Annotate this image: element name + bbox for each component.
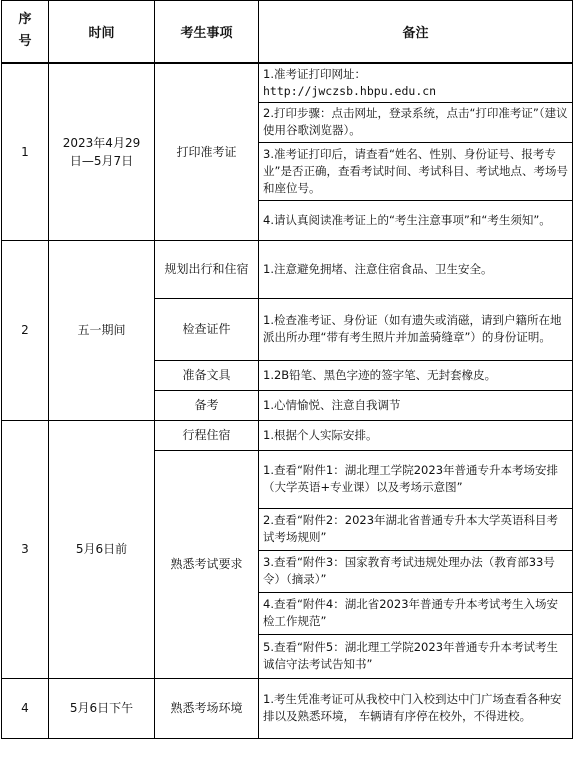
row-time: 五一期间 xyxy=(49,240,155,420)
note-cell: 1.准考证打印网址： http://jwczsb.hbpu.edu.cn xyxy=(259,63,573,103)
note-cell: 4.请认真阅读准考证上的“考生注意事项”和“考生须知”。 xyxy=(259,200,573,240)
note-cell: 1.检查准考证、身份证（如有遗失或消磁，请到户籍所在地派出所办理“带有考生照片并加盖骑缝章”）的身份证明。 xyxy=(259,298,573,360)
print-url-link[interactable]: http://jwczsb.hbpu.edu.cn xyxy=(263,83,437,98)
table-row xyxy=(2,240,573,298)
row-time: 2023年4月29 日—5月7日 xyxy=(49,63,155,241)
note-cell: 5.查看“附件5：湖北理工学院2023年普通专升本考试考生诚信守法考试告知书” xyxy=(259,634,573,678)
note-cell: 1.考生凭准考证可从我校中门入校到达中门广场查看各种安排以及熟悉环境， 车辆请有序停在校外，不得进校。 xyxy=(259,678,573,738)
note-cell: 4.查看“附件4：湖北省2023年普通专升本考试考生入场安检工作规范” xyxy=(259,592,573,634)
row-item: 规划出行和住宿 xyxy=(155,240,259,298)
row-item: 准备文具 xyxy=(155,360,259,390)
row-seq: 1 xyxy=(2,63,49,241)
row-time: 5月6日下午 xyxy=(49,678,155,738)
row-item: 熟悉考试要求 xyxy=(155,450,259,678)
row-seq: 4 xyxy=(2,678,49,738)
exam-schedule-table xyxy=(1,0,573,739)
header-time: 时间 xyxy=(49,1,155,63)
row-item: 熟悉考场环境 xyxy=(155,678,259,738)
header-seq: 序 号 xyxy=(2,1,49,63)
row-item: 打印准考证 xyxy=(155,63,259,241)
note-cell: 2.查看“附件2：2023年湖北省普通专升本大学英语科目考试考场规则” xyxy=(259,508,573,550)
note-cell: 1.查看“附件1：湖北理工学院2023年普通专升本考场安排（大学英语+专业课）以及考场示意图” xyxy=(259,450,573,508)
header-row xyxy=(2,1,573,63)
row-item: 行程住宿 xyxy=(155,420,259,450)
note-cell: 1.心情愉悦、注意自我调节 xyxy=(259,390,573,420)
table-row xyxy=(2,420,573,450)
note-cell: 3.准考证打印后，请查看“姓名、性别、身份证号、报考专业”是否正确，查看考试时间、考试科目、考试地点、考场号和座位号。 xyxy=(259,142,573,200)
header-item: 考生事项 xyxy=(155,1,259,63)
note-cell: 2.打印步骤：点击网址，登录系统，点击“打印准考证”（建议使用谷歌浏览器）。 xyxy=(259,102,573,142)
row-item: 检查证件 xyxy=(155,298,259,360)
note-cell: 1.注意避免拥堵、注意住宿食品、卫生安全。 xyxy=(259,240,573,298)
note-cell: 1.2B铅笔、黑色字迹的签字笔、无封套橡皮。 xyxy=(259,360,573,390)
note-cell: 1.根据个人实际安排。 xyxy=(259,420,573,450)
row-time: 5月6日前 xyxy=(49,420,155,678)
row-item: 备考 xyxy=(155,390,259,420)
note-cell: 3.查看“附件3：国家教育考试违规处理办法（教育部33号令）（摘录）” xyxy=(259,550,573,592)
header-remark: 备注 xyxy=(259,1,573,63)
table-row xyxy=(2,678,573,738)
row-seq: 2 xyxy=(2,240,49,420)
table-row xyxy=(2,63,573,103)
row-seq: 3 xyxy=(2,420,49,678)
